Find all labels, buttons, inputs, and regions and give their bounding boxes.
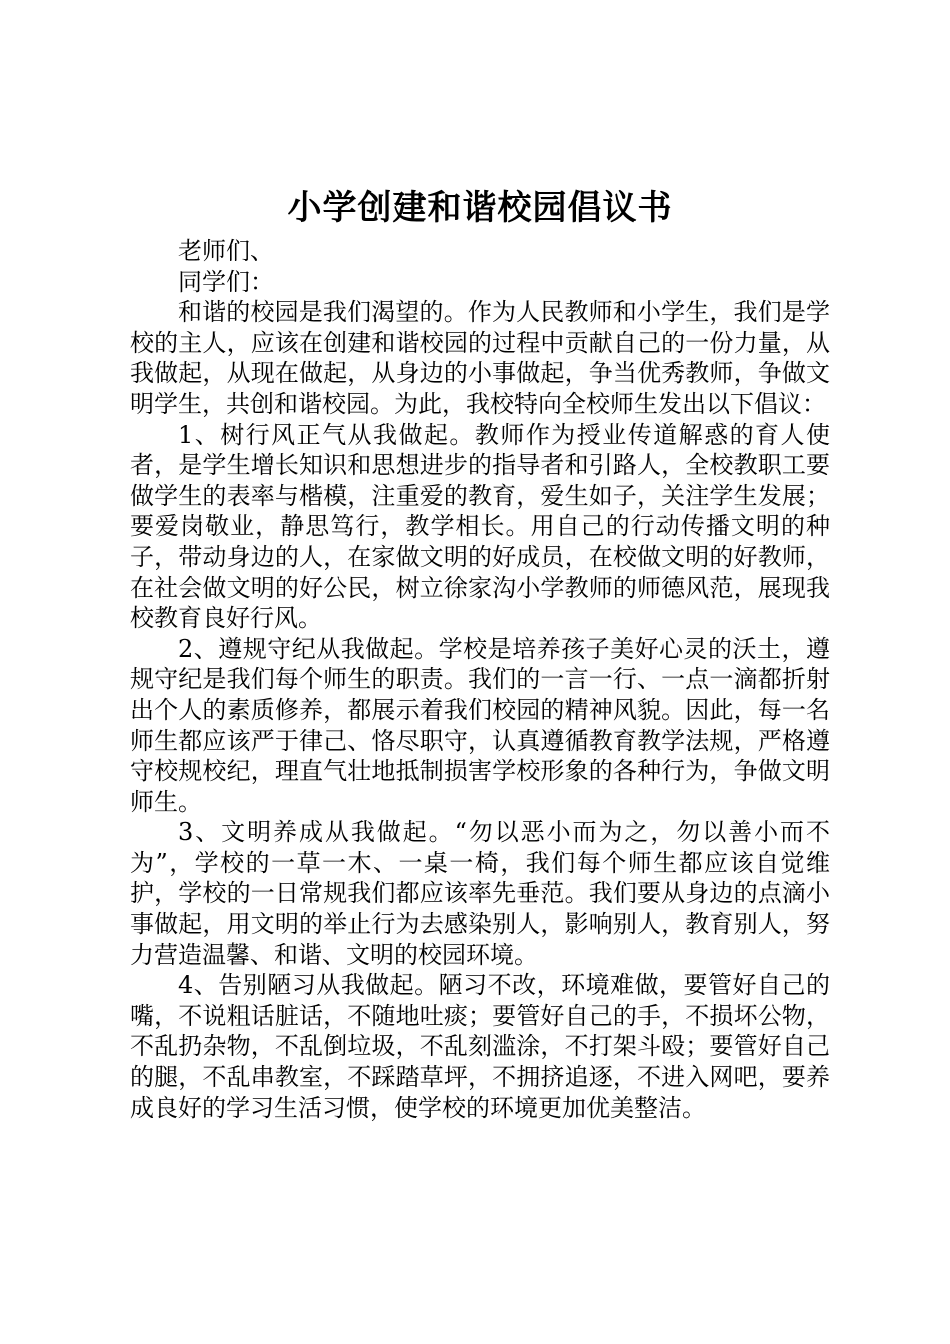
document-title: 小学创建和谐校园倡议书 bbox=[287, 188, 673, 228]
proposal-item-3: 3、文明养成从我做起。“勿以恶小而为之，勿以善小而不为”，学校的一草一木、一桌一椅，我们每个师生都应该自觉维护，学校的一日常规我们都应该率先垂范。我们要从身边的点滴小事做起，用文明的举止行为去感染别人，影响别人，教育别人，努力营造温馨、和谐、文明的校园环境。 bbox=[130, 818, 830, 969]
salutation-teachers: 老师们、 bbox=[178, 237, 274, 265]
proposal-item-4: 4、告别陋习从我做起。陋习不改，环境难做，要管好自己的嘴，不说粗话脏话，不随地吐痰；要管好自己的手，不损坏公物，不乱扔杂物，不乱倒垃圾，不乱刻滥涂，不打架斗殴；要管好自己的腿，不乱串教室，不踩踏草坪，不拥挤追逐，不进入网吧，要养成良好的学习生活习惯，使学校的环境更加优美整洁。 bbox=[130, 971, 830, 1122]
proposal-item-2: 2、遵规守纪从我做起。学校是培养孩子美好心灵的沃土，遵规守纪是我们每个师生的职责。我们的一言一行、一点一滴都折射出个人的素质修养，都展示着我们校园的精神风貌。因此，每一名师生都应该严于律己、恪尽职守，认真遵循教育教学法规，严格遵守校规校纪，理直气壮地抵制损害学校形象的各种行为，争做文明师生。 bbox=[130, 634, 830, 816]
salutation-students: 同学们： bbox=[178, 267, 274, 296]
document-page bbox=[130, 186, 830, 1123]
proposal-item-1: 1、树行风正气从我做起。教师作为授业传道解惑的育人使者，是学生增长知识和思想进步的指导者和引路人，全校教职工要做学生的表率与楷模，注重爱的教育，爱生如子，关注学生发展；要爱岗敬业，静思笃行，教学相长。用自己的行动传播文明的种子，带动身边的人，在家做文明的好成员，在校做文明的好教师，在社会做文明的好公民，树立徐家沟小学教师的师德风范，展现我校教育良好行风。 bbox=[130, 420, 830, 633]
intro-paragraph: 和谐的校园是我们渴望的。作为人民教师和小学生，我们是学校的主人，应该在创建和谐校园的过程中贡献自己的一份力量，从我做起，从现在做起，从身边的小事做起，争当优秀教师，争做文明学生，共创和谐校园。为此，我校特向全校师生发出以下倡议： bbox=[130, 298, 830, 418]
